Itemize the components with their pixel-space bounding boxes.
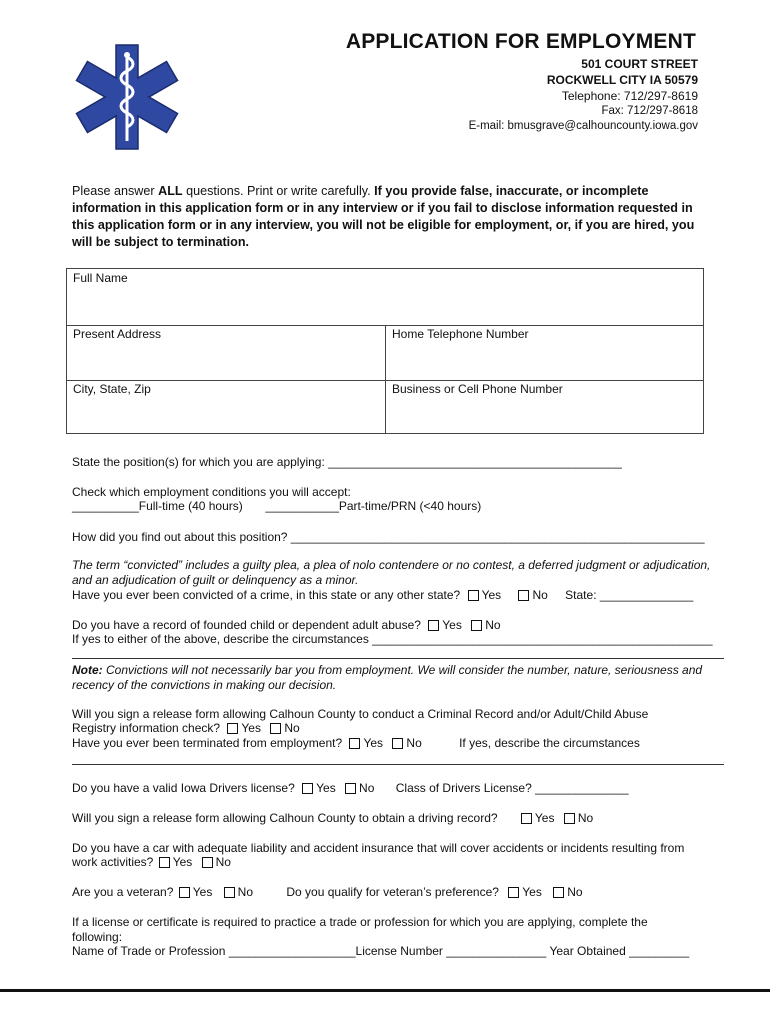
address-city: ROCKWELL CITY IA 50579 bbox=[546, 73, 698, 87]
parttime-option[interactable]: ___________Part-time/PRN (<40 hours) bbox=[265, 499, 482, 513]
no-label: No bbox=[359, 781, 375, 795]
home-phone-label: Home Telephone Number bbox=[392, 327, 529, 341]
car-question-1: Do you have a car with adequate liability and accident insurance that will cover accidents or incidents resulting from bbox=[72, 841, 685, 855]
convicted-question: Have you ever been convicted of a crime, in this state or any other state? bbox=[72, 588, 461, 602]
find-out-question[interactable]: How did you find out about this position? ______________________________________________________________ bbox=[72, 530, 705, 544]
driving-record-yes-checkbox[interactable] bbox=[521, 813, 532, 824]
license-no-checkbox[interactable] bbox=[345, 783, 356, 794]
license-question: Do you have a valid Iowa Drivers license? bbox=[72, 781, 295, 795]
star-of-life-icon bbox=[72, 42, 182, 152]
note-label: Note: bbox=[72, 663, 103, 677]
intro-all: ALL bbox=[158, 184, 183, 198]
present-address-label: Present Address bbox=[73, 327, 162, 341]
abuse-question-row bbox=[72, 618, 501, 632]
position-question[interactable]: State the position(s) for which you are applying: ____________________________________________ bbox=[72, 455, 622, 469]
intro-warning: If you provide false, inaccurate, or incomplete information in this application form or in any interview or if you fail to disclose information requested in this application form or in any interview, you will not be eligible for employment, or, if you are hired, you will be subject to termination. bbox=[72, 184, 695, 249]
form-title: APPLICATION FOR EMPLOYMENT bbox=[345, 30, 696, 53]
intro-text-2: questions. Print or write carefully. bbox=[182, 184, 375, 198]
conditions-question: Check which employment conditions you will accept: bbox=[72, 485, 351, 499]
convicted-no-checkbox[interactable] bbox=[518, 590, 529, 601]
yes-label: Yes bbox=[192, 885, 213, 899]
yes-label: Yes bbox=[241, 721, 261, 735]
yes-label: Yes bbox=[534, 811, 555, 825]
preference-question: Do you qualify for veteran’s preference? bbox=[286, 885, 499, 899]
driving-record-no-checkbox[interactable] bbox=[564, 813, 575, 824]
no-label: No bbox=[577, 811, 594, 825]
veteran-question: Are you a veteran? bbox=[72, 885, 174, 899]
instructions bbox=[72, 183, 712, 251]
license-yes-checkbox[interactable] bbox=[302, 783, 313, 794]
veteran-row bbox=[72, 885, 583, 899]
yes-label: Yes bbox=[172, 855, 193, 869]
abuse-yes-checkbox[interactable] bbox=[428, 620, 439, 631]
driving-record-row bbox=[72, 811, 593, 825]
release-no-checkbox[interactable] bbox=[270, 723, 281, 734]
employment-conditions[interactable] bbox=[72, 499, 481, 513]
driving-record-question: Will you sign a release form allowing Calhoun County to obtain a driving record? bbox=[72, 811, 498, 825]
full-name-label: Full Name bbox=[73, 271, 128, 285]
release-question-row bbox=[72, 721, 300, 735]
trade-question-1: If a license or certificate is required to practice a trade or profession for which you are applying, complete the bbox=[72, 915, 648, 929]
convicted-definition: The term “convicted” includes a guilty plea, a plea of nolo contendere or no contest, a deferred judgment or adjudication, and an adjudication of guilt or delinquency as a minor. bbox=[72, 558, 711, 587]
license-question-row bbox=[72, 781, 629, 795]
state-field[interactable]: State: ______________ bbox=[565, 588, 694, 602]
no-label: No bbox=[237, 885, 254, 899]
release-question-1: Will you sign a release form allowing Calhoun County to conduct a Criminal Record and/or Adult/Child Abuse bbox=[72, 707, 649, 721]
yes-label: Yes bbox=[522, 885, 542, 899]
no-label: No bbox=[215, 855, 231, 869]
full-name-field[interactable] bbox=[67, 269, 703, 326]
fulltime-option[interactable]: __________Full-time (40 hours) bbox=[72, 499, 243, 513]
contact-info-box bbox=[66, 268, 704, 434]
terminated-yes-checkbox[interactable] bbox=[349, 738, 360, 749]
license-class-field[interactable]: Class of Drivers License? ______________ bbox=[395, 781, 629, 795]
terminated-describe: If yes, describe the circumstances bbox=[459, 736, 640, 750]
car-no-checkbox[interactable] bbox=[202, 857, 213, 868]
terminated-question: Have you ever been terminated from employment? bbox=[72, 736, 343, 750]
no-label: No bbox=[485, 618, 501, 632]
convicted-yes-checkbox[interactable] bbox=[468, 590, 479, 601]
describe-circumstances[interactable]: If yes to either of the above, describe the circumstances ___________________________________________________ bbox=[72, 632, 713, 646]
car-yes-checkbox[interactable] bbox=[159, 857, 170, 868]
note-text: Convictions will not necessarily bar you from employment. We will consider the number, nature, seriousness and recency of the convictions in making our decision. bbox=[72, 663, 703, 692]
no-label: No bbox=[567, 885, 583, 899]
fax: Fax: 712/297-8618 bbox=[601, 105, 698, 117]
yes-label: Yes bbox=[316, 781, 336, 795]
abuse-question: Do you have a record of founded child or dependent adult abuse? bbox=[72, 618, 421, 632]
business-phone-label: Business or Cell Phone Number bbox=[392, 382, 563, 396]
divider bbox=[72, 658, 724, 659]
email: E-mail: bmusgrave@calhouncounty.iowa.gov bbox=[468, 120, 698, 132]
abuse-no-checkbox[interactable] bbox=[471, 620, 482, 631]
no-label: No bbox=[406, 736, 422, 750]
car-question-row bbox=[72, 855, 231, 869]
yes-label: Yes bbox=[363, 736, 384, 750]
yes-label: Yes bbox=[481, 588, 502, 602]
yes-label: Yes bbox=[442, 618, 462, 632]
address-street: 501 COURT STREET bbox=[581, 57, 698, 71]
veteran-yes-checkbox[interactable] bbox=[179, 887, 190, 898]
preference-yes-checkbox[interactable] bbox=[508, 887, 519, 898]
no-label: No bbox=[284, 721, 300, 735]
city-state-zip-label: City, State, Zip bbox=[73, 382, 151, 396]
intro-text: Please answer bbox=[72, 184, 159, 198]
preference-no-checkbox[interactable] bbox=[553, 887, 564, 898]
trade-question-2: following: bbox=[72, 930, 123, 944]
release-question-2: Registry information check? bbox=[72, 721, 221, 735]
note bbox=[72, 663, 720, 693]
no-label: No bbox=[532, 588, 548, 602]
veteran-no-checkbox[interactable] bbox=[224, 887, 235, 898]
terminated-no-checkbox[interactable] bbox=[392, 738, 403, 749]
terminated-describe-line[interactable] bbox=[72, 764, 724, 765]
release-yes-checkbox[interactable] bbox=[227, 723, 238, 734]
terminated-question-row bbox=[72, 736, 640, 750]
page-bottom-rule bbox=[0, 989, 770, 992]
convicted-question-row bbox=[72, 588, 693, 602]
trade-fields[interactable]: Name of Trade or Profession ___________________License Number _______________ Year Obtained _________ bbox=[72, 944, 690, 958]
telephone: Telephone: 712/297-8619 bbox=[561, 89, 698, 103]
car-question-2: work activities? bbox=[72, 855, 154, 869]
